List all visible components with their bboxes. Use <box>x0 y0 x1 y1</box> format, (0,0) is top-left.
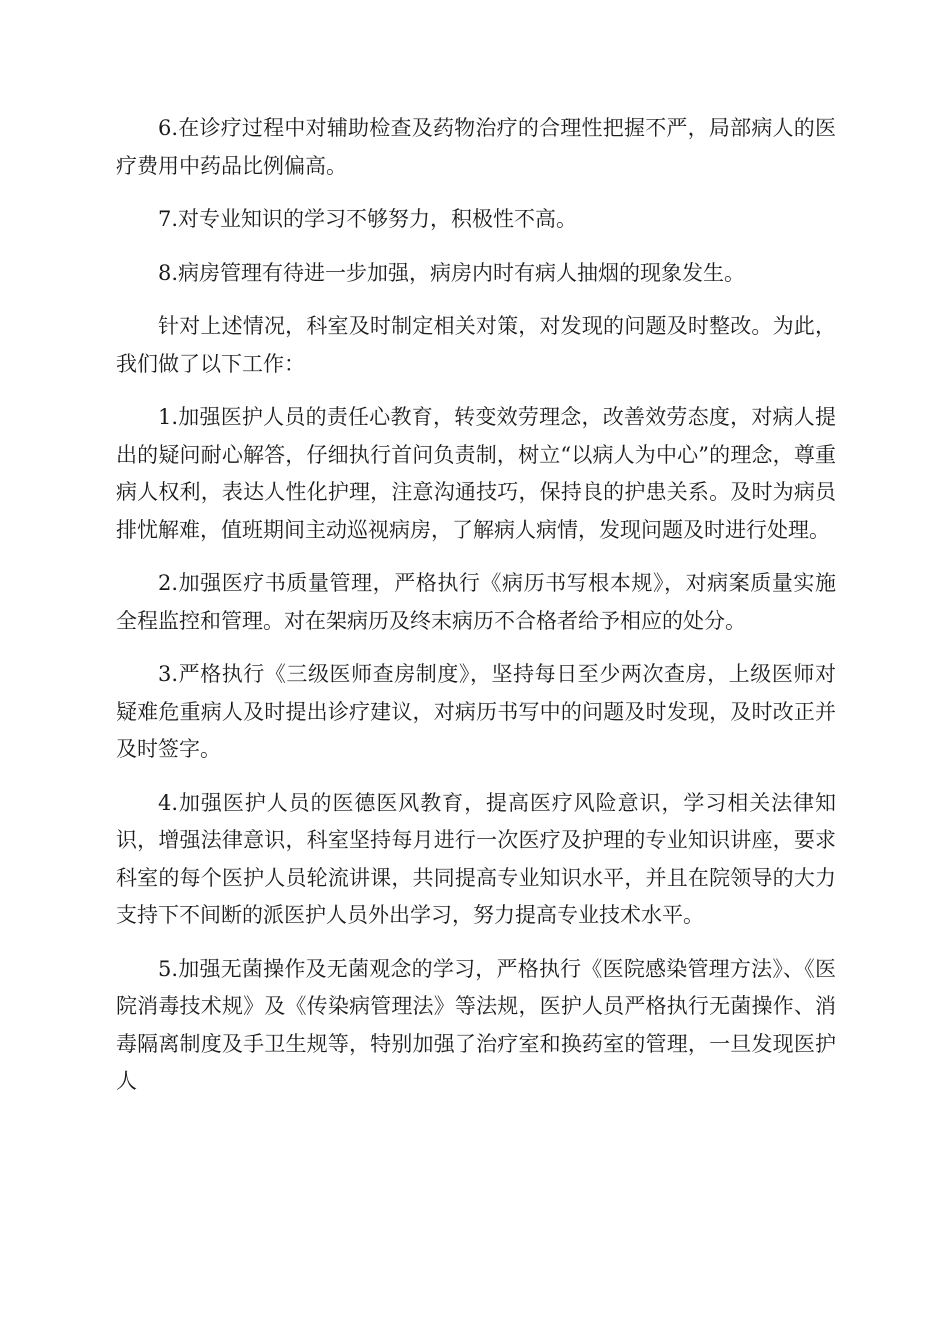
paragraph-measure-4: 4.加强医护人员的医德医风教育，提高医疗风险意识，学习相关法律知识，增强法律意识，科室坚持每月进行一次医疗及护理的专业知识讲座，要求科室的每个医护人员轮流讲课，共同提高专业知识水平，并且在院领导的大力支持下不间断的派医护人员外出学习，努力提高专业技术水平。 <box>116 790 836 927</box>
paragraph-measures-intro: 针对上述情况，科室及时制定相关对策，对发现的问题及时整改。为此，我们做了以下工作： <box>116 314 836 376</box>
document-body <box>116 110 836 1117</box>
paragraph-measure-3: 3.严格执行《三级医师查房制度》，坚持每日至少两次查房，上级医师对疑难危重病人及时提出诊疗建议，对病历书写中的问题及时发现，及时改正并及时签字。 <box>116 662 836 761</box>
paragraph-item-8: 8.病房管理有待进一步加强，病房内时有病人抽烟的现象发生。 <box>158 260 746 285</box>
paragraph-measure-2: 2.加强医疗书质量管理，严格执行《病历书写根本规》，对病案质量实施全程监控和管理。对在架病历及终末病历不合格者给予相应的处分。 <box>116 571 836 633</box>
paragraph-item-6: 6.在诊疗过程中对辅助检查及药物治疗的合理性把握不严，局部病人的医疗费用中药品比例偏高。 <box>116 116 836 178</box>
paragraph-item-7: 7.对专业知识的学习不够努力，积极性不高。 <box>158 207 578 231</box>
paragraph-measure-1: 1.加强医护人员的责任心教育，转变效劳理念，改善效劳态度，对病人提出的疑问耐心解答，仔细执行首问负责制，树立“以病人为中心”的理念，尊重病人权利，表达人性化护理，注意沟通技巧，保持良的护患关系。及时为病员排忧解难，值班期间主动巡视病房，了解病人病情，发现问题及时进行处理。 <box>116 405 836 542</box>
paragraph-measure-5: 5.加强无菌操作及无菌观念的学习，严格执行《医院感染管理方法》、《医院消毒技术规》及《传染病管理法》等法规，医护人员严格执行无菌操作、消毒隔离制度及手卫生规等，特别加强了治疗室和换药室的管理，一旦发现医护人 <box>116 956 836 1093</box>
